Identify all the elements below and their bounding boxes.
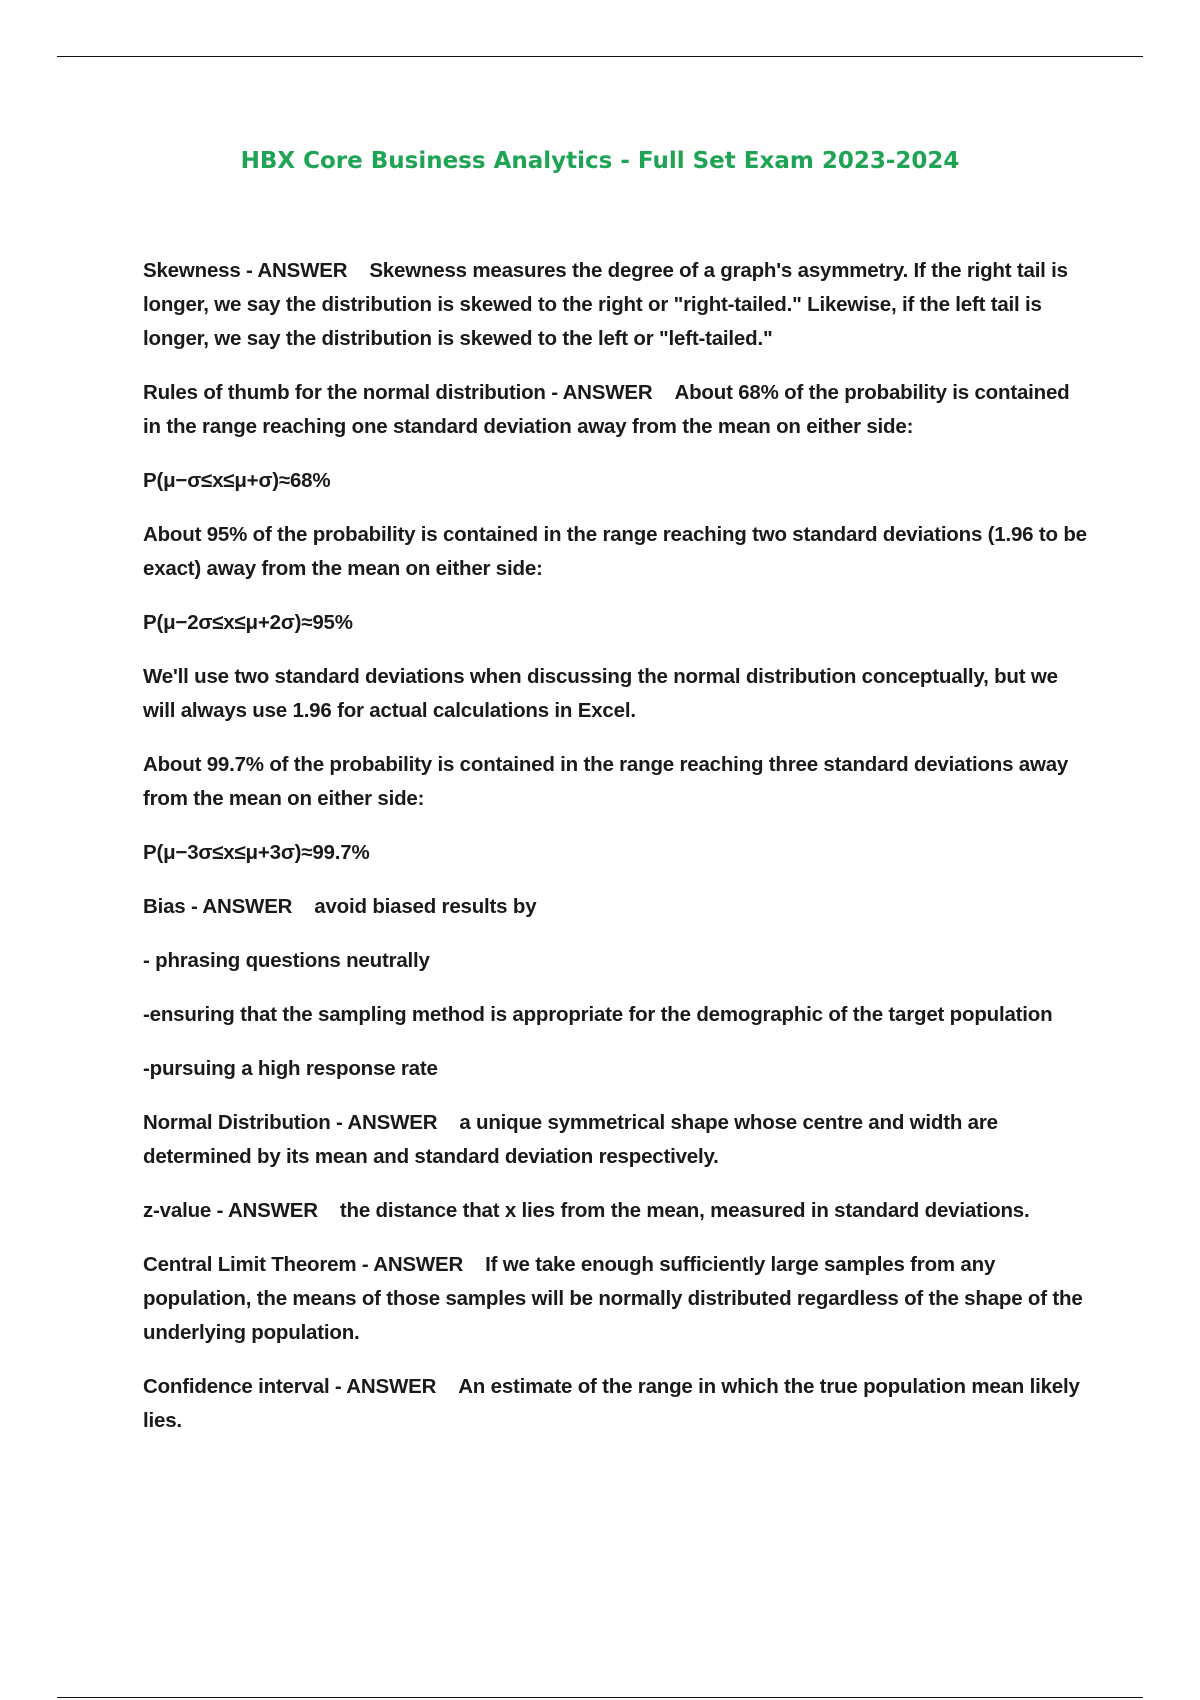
footer-rule	[57, 1697, 1143, 1698]
entry-skewness	[143, 254, 1088, 356]
paragraph-99-7: About 99.7% of the probability is contained in the range reaching three standard deviations away from the mean on either side:	[143, 753, 1069, 810]
entry-text: If we take enough sufficiently large samples from any population, the means of those samples will be normally distributed regardless of the shape of the underlying population.	[143, 1253, 1083, 1344]
formula-95: P(μ−2σ≤x≤μ+2σ)≈95%	[143, 611, 353, 634]
bias-bullet-neutral: - phrasing questions neutrally	[143, 949, 430, 972]
entry-term: Rules of thumb for the normal distribution - ANSWER	[143, 381, 653, 404]
entry-term: Bias - ANSWER	[143, 895, 293, 918]
entry-confidence-interval	[143, 1370, 1088, 1438]
header-rule	[57, 56, 1143, 57]
entry-bias	[143, 890, 1088, 924]
entry-z-value	[143, 1194, 1088, 1228]
entry-central-limit-theorem	[143, 1248, 1088, 1350]
document-title: HBX Core Business Analytics - Full Set Exam 2023-2024	[240, 148, 960, 174]
entry-rules-of-thumb	[143, 376, 1088, 444]
formula-68: P(μ−σ≤x≤μ+σ)≈68%	[143, 469, 331, 492]
bias-bullet-sampling: -ensuring that the sampling method is appropriate for the demographic of the target population	[143, 1003, 1053, 1026]
entry-text: avoid biased results by	[314, 895, 537, 918]
entry-text: the distance that x lies from the mean, measured in standard deviations.	[339, 1199, 1030, 1222]
formula-99-7: P(μ−3σ≤x≤μ+3σ)≈99.7%	[143, 841, 370, 864]
document-body	[143, 254, 1088, 1458]
entry-term: z-value - ANSWER	[143, 1199, 318, 1222]
entry-text: An estimate of the range in which the true population mean likely lies.	[143, 1375, 1080, 1432]
paragraph-95: About 95% of the probability is contained in the range reaching two standard deviations (1.96 to be exact) away from the mean on either side:	[143, 523, 1087, 580]
entry-term: Confidence interval - ANSWER	[143, 1375, 437, 1398]
entry-term: Skewness - ANSWER	[143, 259, 348, 282]
entry-text: Skewness measures the degree of a graph's asymmetry. If the right tail is longer, we say the distribution is skewed to the right or "right-tailed." Likewise, if the left tail is longer, we say the distribution is skewed to the left or "left-tailed."	[143, 259, 1068, 350]
entry-normal-distribution	[143, 1106, 1088, 1174]
entry-term: Central Limit Theorem - ANSWER	[143, 1253, 464, 1276]
bias-bullet-response: -pursuing a high response rate	[143, 1057, 438, 1080]
entry-text: a unique symmetrical shape whose centre and width are determined by its mean and standard deviation respectively.	[143, 1111, 998, 1168]
entry-text: About 68% of the probability is contained in the range reaching one standard deviation away from the mean on either side:	[143, 381, 1070, 438]
paragraph-two-std: We'll use two standard deviations when discussing the normal distribution conceptually, but we will always use 1.96 for actual calculations in Excel.	[143, 665, 1058, 722]
entry-term: Normal Distribution - ANSWER	[143, 1111, 438, 1134]
